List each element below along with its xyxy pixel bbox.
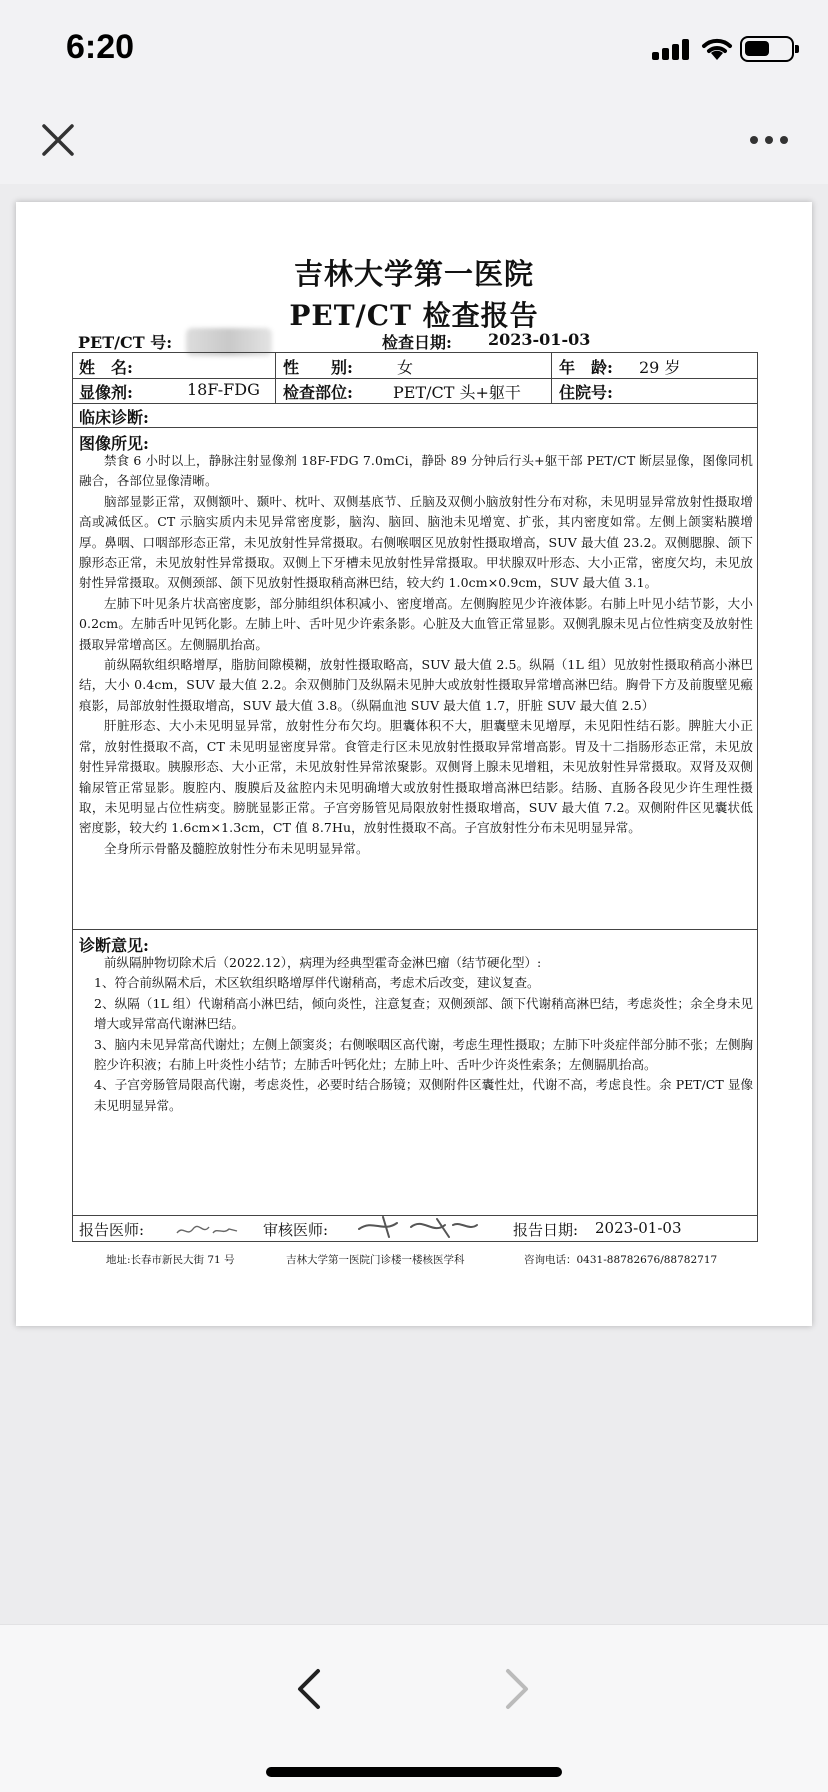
home-indicator[interactable] <box>266 1767 562 1777</box>
diagnosis-item: 3、脑内未见异常高代谢灶；左侧上颌窦炎；右侧喉咽区高代谢，考虑生理性摄取；左肺下叶炎症伴部分肺不张；左侧胸腔少许积液；右肺上叶炎性小结节；左肺舌叶钙化灶；左肺上叶、舌叶少许炎性索条；左侧膈肌抬高。 <box>94 1036 753 1073</box>
report-page <box>16 202 812 1326</box>
previous-page-icon[interactable] <box>290 1665 330 1713</box>
diagnosis-item: 4、子宫旁肠管局限高代谢，考虑炎性，必要时结合肠镜；双侧附件区囊性灶，代谢不高，考虑良性。余 PET/CT 显像未见明显异常。 <box>94 1077 753 1113</box>
footer-department: 吉林大学第一医院门诊楼一楼核医学科 <box>286 1254 465 1266</box>
exam-date-value: 2023-01-03 <box>488 330 591 349</box>
findings-paragraph: 脑部显影正常，双侧额叶、颞叶、枕叶、双侧基底节、丘脑及双侧小脑放射性分布对称，未见明显异常放射性摄取增高或减低区。CT 示脑实质内未见异常密度影，脑沟、脑回、脑池未见增宽、扩张，其内密度如常。左侧上颌窦粘膜增厚。鼻咽、口咽部形态正常，未见放射性异常摄取。右侧喉咽区见放射性摄取增高，SUV 最大值 23.2。双侧腮腺、颌下腺形态正常，未见放射性异常摄取。双侧上下牙槽未见放射性异常摄取。甲状腺双叶形态、大小正常，密度欠均，未见放射性异常摄取。双侧颈部、颌下见放射性摄取稍高淋巴结，较大约 1.0cm×0.9cm，SUV 最大值 3.1。 <box>79 493 753 591</box>
hospital-name: 吉林大学第一医院 <box>293 257 534 291</box>
document-viewer[interactable] <box>0 184 828 1624</box>
battery-icon <box>740 36 794 62</box>
cellular-signal-icon <box>652 38 692 60</box>
clinical-diagnosis-label: 临床诊断: <box>79 408 149 427</box>
reporter-label: 报告医师: <box>79 1221 145 1239</box>
region-value: PET/CT 头+躯干 <box>393 383 521 402</box>
exam-date-label: 检查日期: <box>382 333 452 352</box>
report-table <box>72 352 758 1242</box>
report-title: PET/CT 检查报告 <box>289 299 539 332</box>
petct-number-label: PET/CT 号: <box>78 333 173 352</box>
diagnosis-body <box>79 953 753 1116</box>
findings-paragraph: 禁食 6 小时以上，静脉注射显像剂 18F-FDG 7.0mCi，静卧 89 分钟后行头+躯干部 PET/CT 断层显像，图像同机融合，各部位显像清晰。 <box>79 453 753 489</box>
footer-phone: 咨询电话：0431-88782676/88782717 <box>524 1254 718 1266</box>
diagnosis-heading: 诊断意见: <box>79 936 149 955</box>
findings-paragraph: 全身所示骨骼及髓腔放射性分布未见明显异常。 <box>104 840 369 856</box>
findings-paragraph: 肝脏形态、大小未见明显异常，放射性分布欠均。胆囊体积不大，胆囊壁未见增厚，未见阳性结石影。脾脏大小正常，放射性摄取不高，CT 未见明显密度异常。食管走行区未见放射性摄取异常增高影。胃及十二指肠形态正常，未见放射性异常摄取。胰腺形态、大小正常，未见放射性异常浓聚影。双侧肾上腺未见增粗，未见放射性异常摄取。双肾及双侧输尿管正常显影。腹腔内、腹膜后及盆腔内未见明确增大或放射性摄取增高淋巴结影。结肠、直肠各段见少许生理性摄取，未见明显占位性病变。膀胱显影正常。子宫旁肠管见局限放射性摄取增高，SUV 最大值 7.2。双侧附件区见囊状低密度影，较大约 1.6cm×1.3cm，CT 值 8.7Hu，放射性摄取不高。子宫放射性分布未见明显异常。 <box>79 718 753 836</box>
findings-paragraph: 前纵隔软组织略增厚，脂肪间隙模糊，放射性摄取略高，SUV 最大值 2.5。纵隔（1L 组）见放射性摄取稍高小淋巴结，大小 0.4cm，SUV 最大值 2.2。余双侧肺门及纵隔未见肿大或放射性摄取异常增高淋巴结。胸骨下方及前腹壁见瘢痕影，局部放射性摄取增高，SUV 最大值 3.8。（纵隔血池 SUV 最大值 1.7，肝脏 SUV 最大值 2.5） <box>79 657 753 713</box>
region-label: 检查部位: <box>283 383 353 402</box>
reporter-signature <box>173 1219 243 1241</box>
top-navigation <box>0 100 828 184</box>
bottom-toolbar <box>0 1624 828 1792</box>
age-label: 年 龄: <box>559 358 613 377</box>
reviewer-label: 审核医师: <box>263 1221 329 1239</box>
next-page-icon[interactable] <box>496 1665 536 1713</box>
wifi-icon <box>700 34 734 62</box>
close-icon[interactable] <box>38 120 78 160</box>
findings-body <box>79 451 753 859</box>
findings-paragraph: 左肺下叶见条片状高密度影，部分肺组织体积减小、密度增高。左侧胸腔见少许液体影。右肺上叶见小结节影，大小 0.2cm。左肺舌叶见钙化影。左肺上叶、舌叶见少许索条影。心脏及大血管正常显影。双侧乳腺未见占位性病变及放射性摄取异常增高区。左侧膈肌抬高。 <box>79 595 753 652</box>
name-label: 姓 名: <box>79 358 133 377</box>
diagnosis-lead: 前纵隔肿物切除术后（2022.12），病理为经典型霍奇金淋巴瘤（结节硬化型）: <box>104 955 542 970</box>
inpatient-label: 住院号: <box>559 383 613 402</box>
reviewer-signature <box>353 1213 483 1241</box>
sex-value: 女 <box>397 358 414 377</box>
age-value: 29 岁 <box>639 358 681 377</box>
diagnosis-item: 1、符合前纵隔术后，术区软组织略增厚伴代谢稍高，考虑术后改变，建议复查。 <box>94 975 540 991</box>
findings-heading: 图像所见: <box>79 434 149 453</box>
report-date-value: 2023-01-03 <box>595 1219 682 1237</box>
status-time: 6:20 <box>66 28 135 66</box>
report-date-label: 报告日期: <box>513 1221 579 1239</box>
sex-label: 性 别: <box>283 358 353 377</box>
more-options-icon[interactable] <box>750 136 790 148</box>
diagnosis-item: 2、纵隔（1L 组）代谢稍高小淋巴结，倾向炎性，注意复查；双侧颈部、颌下代谢稍高淋巴结，考虑炎性；余全身未见增大或异常高代谢淋巴结。 <box>94 995 753 1032</box>
tracer-value: 18F-FDG <box>187 380 260 399</box>
status-bar <box>0 0 828 100</box>
tracer-label: 显像剂: <box>79 383 133 402</box>
footer-address: 地址:长春市新民大街 71 号 <box>106 1254 235 1266</box>
